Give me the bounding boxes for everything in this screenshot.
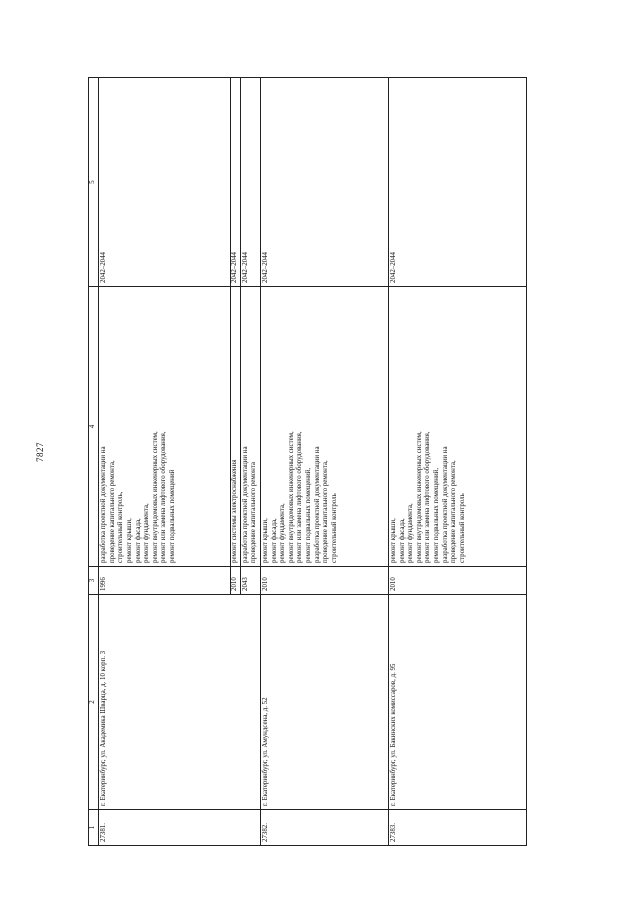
stage-year: 2010 [231,567,241,595]
work-item: разработка проектной документации на [441,446,449,563]
work-item: ремонт крыши, [389,518,397,563]
stage-year: 2010 [388,567,526,595]
stage-period: 2042–2044 [388,78,526,287]
work-item: строительный контроль, [117,491,125,563]
rotated-table-container [88,78,520,846]
stage-works [388,287,526,567]
column-header-1: 1 [89,810,99,846]
stage-period: 2042–2044 [240,78,260,287]
row-address: г. Екатеринбург, ул. Академика Шварца, д. 10 корп. 3 [99,595,261,810]
work-item: ремонт фундамента, [279,503,287,563]
work-item: разработка проектной документации на [241,446,249,563]
work-item: проведение капитального ремонта, [108,460,116,563]
work-item: ремонт внутридомовых инженерных систем, [287,431,295,563]
work-item: ремонт системы электроснабжения [231,459,238,563]
work-item: ремонт подвальных помещений, [305,467,312,563]
column-number-row [89,78,99,846]
table-row [388,78,526,846]
row-number: 27382. [260,810,388,846]
work-item: ремонт или замена лифтового оборудования, [296,431,304,563]
work-item: ремонт фасада, [134,518,142,563]
work-item: строительный контроль [458,493,466,563]
work-item: ремонт или замена лифтового оборудования, [424,431,432,563]
work-item: ремонт или замена лифтового оборудования, [160,431,168,563]
column-header-4: 4 [89,287,99,567]
column-header-3: 3 [89,567,99,595]
work-item: ремонт внутридомовых инженерных систем, [415,431,423,563]
page-number: 7827 [35,442,45,462]
work-item: проведение капитального ремонта, [450,460,458,563]
table-row [260,78,388,846]
stage-works [240,287,260,567]
row-address: г. Екатеринбург, ул. Амундсена, д. 52 [260,595,388,810]
work-item: ремонт внутридомовых инженерных систем, [151,431,159,563]
row-number: 27381. [99,810,261,846]
stage-works [260,287,388,567]
work-item: ремонт подвальных помещений [169,469,176,563]
row-address: г. Екатеринбург, ул. Бакинских комиссаров, д. 95 [388,595,526,810]
work-item: проведение капитального ремонта, [322,460,330,563]
stage-year: 2043 [240,567,260,595]
work-item: ремонт фундамента, [143,503,151,563]
work-item: разработка проектной документации на [313,446,321,563]
work-item: строительный контроль [330,493,338,563]
work-item: ремонт крыши, [125,518,133,563]
stage-period: 2042–2044 [260,78,388,287]
work-item: проведение капитального ремонта [250,462,258,563]
work-item: ремонт фасада, [398,518,406,563]
stage-works [99,287,231,567]
work-item: ремонт фасада, [270,518,278,563]
row-number: 27383. [388,810,526,846]
table-row [99,78,231,846]
work-item: разработка проектной документации на [100,446,107,563]
work-item: ремонт фундамента, [407,503,415,563]
column-header-2: 2 [89,595,99,810]
stage-period: 2042–2044 [231,78,241,287]
stage-year: 1996 [99,567,231,595]
stage-works [231,287,241,567]
column-header-5: 5 [89,78,99,287]
work-item: ремонт крыши, [261,518,269,563]
capital-repair-table [88,77,527,846]
stage-year: 2010 [260,567,388,595]
stage-period: 2042–2044 [99,78,231,287]
work-item: ремонт подвальных помещений, [433,467,440,563]
